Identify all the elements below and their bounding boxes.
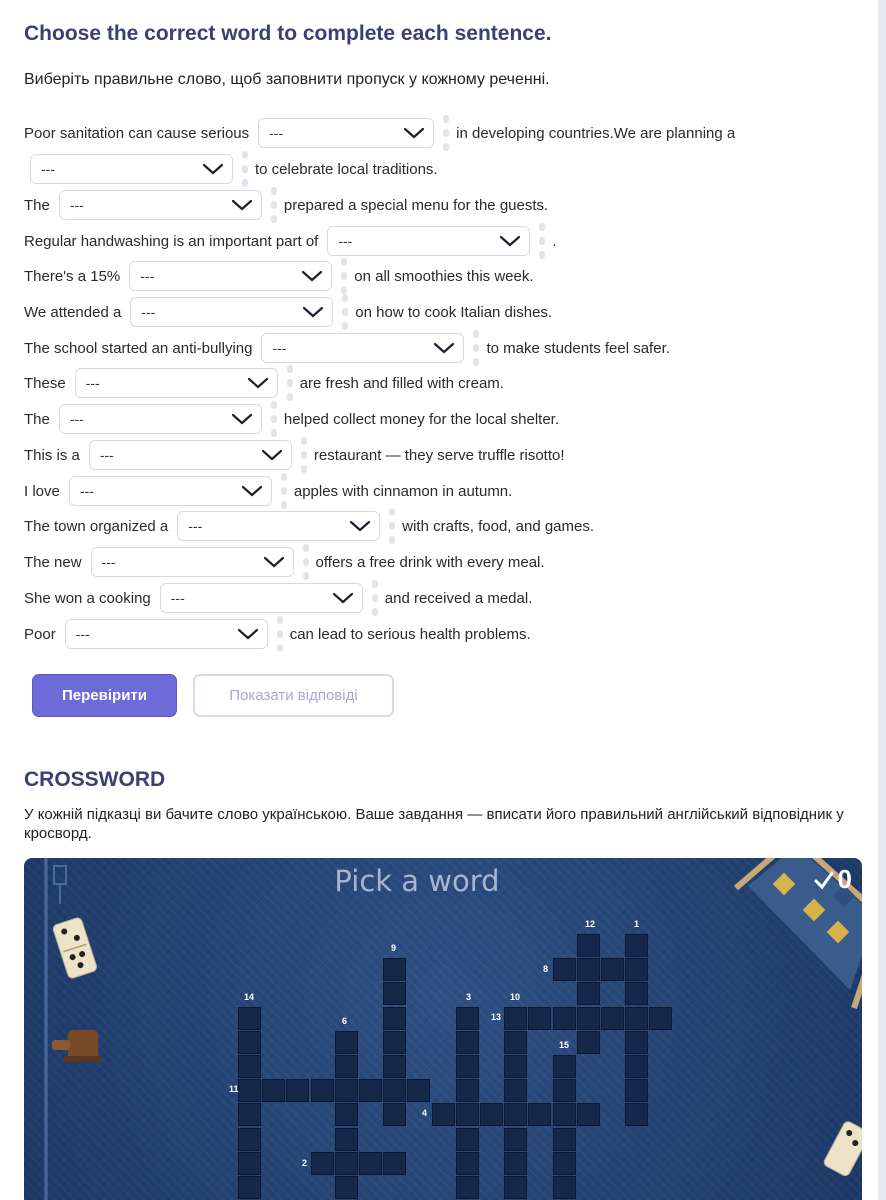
sentence-text-after: restaurant — they serve truffle risotto! (313, 446, 565, 464)
crossword-cell[interactable] (625, 1103, 648, 1126)
crossword-cell[interactable] (456, 1055, 479, 1078)
crossword-cell[interactable] (456, 1128, 479, 1151)
check-button[interactable]: Перевірити (32, 674, 177, 717)
select-value: --- (85, 375, 100, 391)
game-title: Pick a word (334, 864, 500, 898)
sentence-text-after: helped collect money for the local shelter. (283, 410, 560, 428)
sentence-1 (24, 118, 735, 148)
crossword-cell[interactable] (577, 934, 600, 957)
crossword-cell[interactable] (262, 1079, 285, 1102)
crossword-cell[interactable] (649, 1007, 672, 1030)
word-select[interactable] (129, 261, 332, 291)
clue-number: 14 (244, 992, 255, 1002)
sentence-8 (24, 368, 504, 398)
drag-handle-icon (341, 258, 347, 294)
chess-rook-icon (52, 1030, 102, 1062)
crossword-cell[interactable] (456, 1007, 479, 1030)
crossword-cell[interactable] (504, 1152, 527, 1175)
sentence-text-before: Poor sanitation can cause serious (24, 124, 250, 142)
sentence-7 (24, 333, 670, 363)
sentence-12 (24, 511, 594, 541)
select-value: --- (141, 304, 156, 320)
word-select[interactable] (69, 476, 272, 506)
select-value: --- (269, 125, 284, 141)
crossword-cell[interactable] (359, 1152, 382, 1175)
word-select[interactable] (130, 297, 333, 327)
crossword-game-board[interactable] (24, 858, 862, 1200)
drag-handle-icon (342, 294, 348, 330)
word-select[interactable] (75, 368, 278, 398)
sentence-text-before: Poor (24, 625, 56, 643)
clue-number: 1 (634, 919, 640, 929)
clue-number: 10 (510, 992, 521, 1002)
clue-number: 2 (302, 1158, 308, 1168)
crossword-cell[interactable] (238, 1152, 261, 1175)
sentence-text-after: can lead to serious health problems. (289, 625, 531, 643)
crossword-cell[interactable] (383, 1007, 406, 1030)
crossword-cell[interactable] (528, 1103, 551, 1126)
crossword-cell[interactable] (456, 1103, 479, 1126)
crossword-cell[interactable] (625, 1031, 648, 1054)
crossword-cell[interactable] (601, 1007, 624, 1030)
crossword-cell[interactable] (553, 1055, 576, 1078)
word-select[interactable] (59, 190, 262, 220)
crossword-cell[interactable] (311, 1152, 334, 1175)
crossword-cell[interactable] (383, 1031, 406, 1054)
crossword-cell[interactable] (335, 1152, 358, 1175)
drag-handle-icon (271, 187, 277, 223)
crossword-cell[interactable] (625, 982, 648, 1005)
chevron-down-icon (202, 162, 224, 176)
chevron-down-icon (261, 448, 283, 462)
crossword-description: У кожній підказці ви бачите слово українською. Ваше завдання — вписати його правильний англійський відповідник у кросворд. (24, 806, 844, 842)
sentence-text-before: The (24, 196, 50, 214)
sentence-text-before: We attended a (24, 303, 122, 321)
sentence-4 (24, 226, 557, 256)
sentence-text-before: This is a (24, 446, 80, 464)
sentence-text-before: The new (24, 553, 82, 571)
crossword-cell[interactable] (383, 1103, 406, 1126)
sentence-14 (24, 583, 532, 613)
select-value: --- (69, 197, 84, 213)
crossword-cell[interactable] (335, 1031, 358, 1054)
drag-handle-icon (277, 616, 283, 652)
sentence-text-after: and received a medal. (384, 589, 533, 607)
chevron-down-icon (301, 269, 323, 283)
clue-number: 4 (422, 1108, 428, 1118)
crossword-cell[interactable] (456, 1152, 479, 1175)
crossword-cell[interactable] (625, 1055, 648, 1078)
crossword-cell[interactable] (480, 1103, 503, 1126)
chevron-down-icon (349, 519, 371, 533)
word-select[interactable] (327, 226, 530, 256)
crossword-cell[interactable] (383, 1152, 406, 1175)
drag-handle-icon (287, 365, 293, 401)
sentence-text-before: She won a cooking (24, 589, 151, 607)
select-value: --- (140, 268, 155, 284)
sentence-9 (24, 404, 559, 434)
drag-handle-icon (473, 330, 479, 366)
crossword-cell[interactable] (456, 1031, 479, 1054)
sentence-2 (30, 154, 438, 184)
crossword-cell[interactable] (238, 1031, 261, 1054)
score-value: 0 (837, 864, 852, 894)
drag-handle-icon (301, 437, 307, 473)
checkmark-icon (814, 870, 834, 890)
select-value: --- (41, 161, 55, 177)
select-value: --- (101, 554, 116, 570)
clue-number: 8 (543, 964, 549, 974)
sentence-text-after: prepared a special menu for the guests. (283, 196, 549, 214)
crossword-cell[interactable] (601, 958, 624, 981)
crossword-cell[interactable] (504, 1103, 527, 1126)
clue-number: 6 (342, 1016, 348, 1026)
sentence-text-before: These (24, 374, 66, 392)
sentence-6 (24, 297, 552, 327)
word-select[interactable] (59, 404, 262, 434)
crossword-cell[interactable] (238, 1079, 261, 1102)
crossword-cell[interactable] (335, 1176, 358, 1199)
sentence-text-before: I love (24, 482, 60, 500)
chevron-down-icon (403, 126, 425, 140)
crossword-cell[interactable] (553, 1128, 576, 1151)
crossword-cell[interactable] (238, 1055, 261, 1078)
word-select[interactable] (258, 118, 434, 148)
clue-number: 11 (229, 1084, 239, 1094)
drag-handle-icon (242, 151, 248, 187)
exercise-subtitle: Виберіть правильне слово, щоб заповнити пропуск у кожному реченні. (24, 71, 550, 88)
sentence-5 (24, 261, 534, 291)
sentence-11 (24, 476, 512, 506)
sentence-text-after: . (552, 232, 557, 250)
drag-handle-icon (303, 544, 309, 580)
chevron-down-icon (247, 376, 269, 390)
crossword-cell[interactable] (553, 1176, 576, 1199)
crossword-cell[interactable] (553, 1007, 576, 1030)
sentence-text-after: with crafts, food, and games. (402, 517, 595, 535)
crossword-cell[interactable] (311, 1079, 334, 1102)
clue-number: 12 (585, 919, 596, 929)
sentence-text-before: The town organized a (24, 517, 169, 535)
crossword-cell[interactable] (553, 1152, 576, 1175)
clue-number: 15 (559, 1040, 570, 1050)
crossword-cell[interactable] (504, 1007, 527, 1030)
sentence-text-before: There's a 15% (24, 267, 121, 285)
crossword-cell[interactable] (577, 1103, 600, 1126)
crossword-cell[interactable] (432, 1103, 455, 1126)
drag-handle-icon (443, 115, 449, 151)
chevron-down-icon (499, 234, 521, 248)
show-answers-button[interactable]: Показати відповіді (193, 674, 394, 717)
crossword-cell[interactable] (577, 1007, 600, 1030)
word-select[interactable] (160, 583, 363, 613)
sentence-text-after: in developing countries.We are planning a (456, 124, 736, 142)
domino-icon (823, 1120, 862, 1177)
chevron-down-icon (433, 341, 455, 355)
chevron-down-icon (263, 555, 285, 569)
sentence-text-after: on all smoothies this week. (354, 267, 534, 285)
crossword-cell[interactable] (335, 1079, 358, 1102)
sentence-13 (24, 547, 545, 577)
chevron-down-icon (241, 484, 263, 498)
crossword-cell[interactable] (625, 934, 648, 957)
crossword-cell[interactable] (504, 1128, 527, 1151)
crossword-cell[interactable] (553, 1079, 576, 1102)
select-value: --- (69, 411, 84, 427)
crossword-cell[interactable] (625, 1007, 648, 1030)
crossword-cell[interactable] (238, 1007, 261, 1030)
chevron-down-icon (302, 305, 324, 319)
select-value: --- (99, 447, 114, 463)
domino-icon (52, 917, 98, 980)
crossword-cell[interactable] (238, 1128, 261, 1151)
crossword-cell[interactable] (577, 958, 600, 981)
chevron-down-icon (237, 627, 259, 641)
scrollbar[interactable] (878, 0, 886, 1200)
crossword-cell[interactable] (335, 1103, 358, 1126)
sentence-text-after: are fresh and filled with cream. (299, 374, 504, 392)
drag-handle-icon (539, 223, 545, 259)
chevron-down-icon (332, 591, 354, 605)
crossword-cell[interactable] (335, 1128, 358, 1151)
select-value: --- (272, 340, 287, 356)
select-value: --- (170, 590, 185, 606)
drag-handle-icon (281, 473, 287, 509)
select-value: --- (188, 518, 203, 534)
sentence-text-after: on how to cook Italian dishes. (355, 303, 553, 321)
word-select[interactable] (91, 547, 294, 577)
word-select[interactable] (89, 440, 292, 470)
clue-number: 3 (466, 992, 472, 1002)
drag-handle-icon (271, 401, 277, 437)
crossword-cell[interactable] (553, 1103, 576, 1126)
sentence-text-after: apples with cinnamon in autumn. (293, 482, 513, 500)
sentence-text-after: to make students feel safer. (486, 339, 670, 357)
word-select[interactable] (261, 333, 464, 363)
crossword-cell[interactable] (504, 1055, 527, 1078)
score-display (814, 864, 852, 895)
sentence-text-after: to celebrate local traditions. (255, 160, 438, 178)
crossword-title: CROSSWORD (24, 768, 166, 791)
crossword-cell[interactable] (238, 1103, 261, 1126)
sentence-15 (24, 619, 531, 649)
word-select[interactable] (65, 619, 268, 649)
word-select[interactable] (177, 511, 380, 541)
crossword-cell[interactable] (456, 1079, 479, 1102)
crossword-cell[interactable] (553, 958, 576, 981)
crossword-cell[interactable] (407, 1079, 430, 1102)
crossword-cell[interactable] (504, 1176, 527, 1199)
sentence-10 (24, 440, 565, 470)
crossword-cell[interactable] (577, 1031, 600, 1054)
sentence-text-before: Regular handwashing is an important part of (24, 232, 319, 250)
chevron-down-icon (231, 198, 253, 212)
drag-handle-icon (372, 580, 378, 616)
crossword-cell[interactable] (383, 982, 406, 1005)
drag-handle-icon (389, 508, 395, 544)
crossword-cell[interactable] (383, 1055, 406, 1078)
crossword-cell[interactable] (625, 1079, 648, 1102)
select-value: --- (338, 233, 353, 249)
crossword-cell[interactable] (383, 958, 406, 981)
chevron-down-icon (231, 412, 253, 426)
crossword-cell[interactable] (504, 1031, 527, 1054)
sentence-text-before: The school started an anti-bullying (24, 339, 253, 357)
clue-number: 9 (391, 943, 397, 953)
select-value: --- (75, 626, 90, 642)
crossword-cell[interactable] (286, 1079, 309, 1102)
clue-number: 13 (491, 1012, 502, 1022)
exercise-title: Choose the correct word to complete each sentence. (24, 22, 552, 45)
crossword-cell[interactable] (456, 1176, 479, 1199)
crossword-cell[interactable] (359, 1079, 382, 1102)
sentence-text-after: offers a free drink with every meal. (315, 553, 545, 571)
crossword-cell[interactable] (528, 1007, 551, 1030)
crossword-cell[interactable] (504, 1079, 527, 1102)
crossword-cell[interactable] (625, 958, 648, 981)
select-value: --- (79, 483, 94, 499)
crossword-cell[interactable] (335, 1055, 358, 1078)
sentence-text-before: The (24, 410, 50, 428)
board-decoration (24, 858, 862, 1200)
sentence-3 (24, 190, 548, 220)
crossword-cell[interactable] (238, 1176, 261, 1199)
word-select[interactable] (30, 154, 233, 184)
crossword-cell[interactable] (383, 1079, 406, 1102)
crossword-cell[interactable] (577, 982, 600, 1005)
